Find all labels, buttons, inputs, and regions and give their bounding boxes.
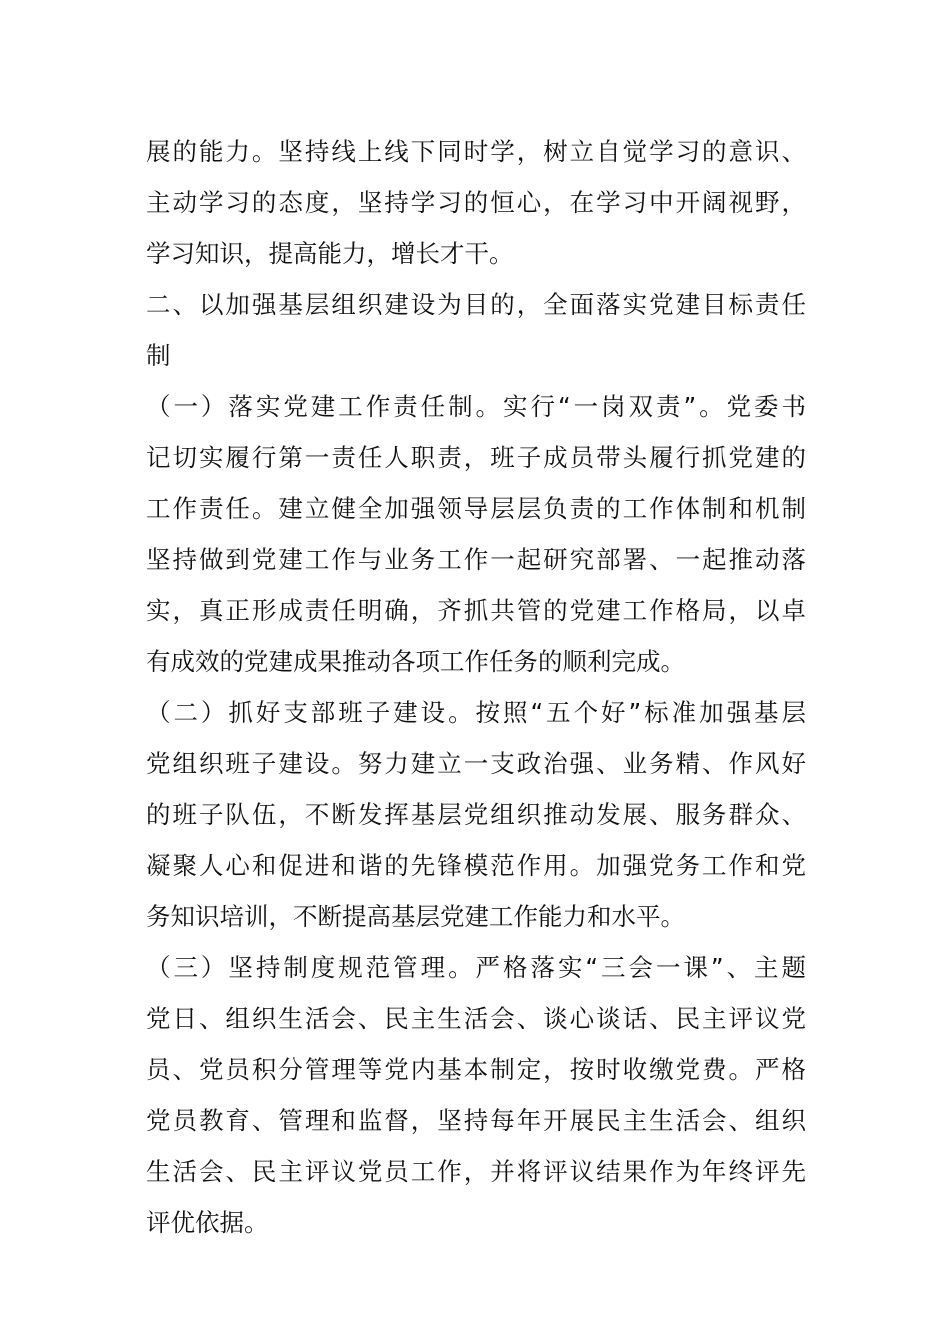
text-line: 展的能力。坚持线上线下同时学，树立自觉学习的意识、 xyxy=(146,137,806,166)
text-line: 党日、组织生活会、民主生活会、谈心谈话、民主评议党 xyxy=(146,1004,806,1033)
text-line: 党组织班子建设。努力建立一支政治强、业务精、作风好 xyxy=(146,749,806,778)
text-line: 员、党员积分管理等党内基本制定，按时收缴党费。严格 xyxy=(146,1055,806,1084)
text-line: 党员教育、管理和监督，坚持每年开展民主生活会、组织 xyxy=(146,1106,806,1135)
text-line: 学习知识，提高能力，增长才干。 xyxy=(146,239,514,268)
text-line: 务知识培训，不断提高基层党建工作能力和水平。 xyxy=(146,902,685,931)
text-line: 有成效的党建成果推动各项工作任务的顺利完成。 xyxy=(146,647,685,676)
text-line: （二）抓好支部班子建设。按照“五个好”标准加强基层 xyxy=(146,698,806,727)
text-line: （三）坚持制度规范管理。严格落实“三会一课”、主题 xyxy=(146,953,806,982)
text-line: 评优依据。 xyxy=(146,1208,269,1237)
text-line: 凝聚人心和促进和谐的先锋模范作用。加强党务工作和党 xyxy=(146,851,806,880)
text-line: 工作责任。建立健全加强领导层层负责的工作体制和机制 xyxy=(146,494,806,523)
text-line: 的班子队伍，不断发挥基层党组织推动发展、服务群众、 xyxy=(146,800,806,829)
text-line: 主动学习的态度，坚持学习的恒心，在学习中开阔视野， xyxy=(146,188,806,217)
document-body xyxy=(146,126,806,1248)
text-line: 实，真正形成责任明确，齐抓共管的党建工作格局，以卓 xyxy=(146,596,806,625)
text-line: （一）落实党建工作责任制。实行“一岗双责”。党委书 xyxy=(146,392,806,421)
text-line: 记切实履行第一责任人职责，班子成员带头履行抓党建的 xyxy=(146,443,806,472)
text-line: 生活会、民主评议党员工作，并将评议结果作为年终评先 xyxy=(146,1157,806,1186)
section-heading-line: 二、以加强基层组织建设为目的，全面落实党建目标责任 xyxy=(146,290,806,319)
text-line: 坚持做到党建工作与业务工作一起研究部署、一起推动落 xyxy=(146,545,806,574)
section-heading-line: 制 xyxy=(146,341,171,370)
